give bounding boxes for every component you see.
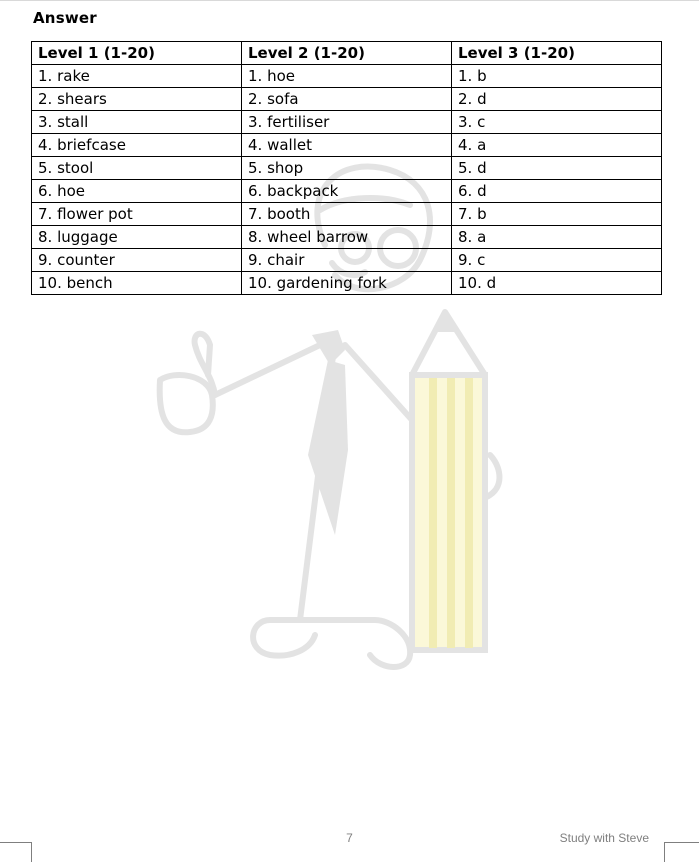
- column-header-level-1: Level 1 (1-20): [32, 42, 242, 65]
- table-cell: 3. stall: [32, 111, 242, 134]
- table-cell: 10. gardening fork: [242, 272, 452, 295]
- table-cell: 10. bench: [32, 272, 242, 295]
- table-cell: 2. sofa: [242, 88, 452, 111]
- table-cell: 9. c: [452, 249, 662, 272]
- table-cell: 8. wheel barrow: [242, 226, 452, 249]
- table-cell: 1. b: [452, 65, 662, 88]
- table-cell: 5. stool: [32, 157, 242, 180]
- table-cell: 4. a: [452, 134, 662, 157]
- table-cell: 3. fertiliser: [242, 111, 452, 134]
- column-header-level-2: Level 2 (1-20): [242, 42, 452, 65]
- answer-heading: Answer: [33, 9, 97, 27]
- table-cell: 7. b: [452, 203, 662, 226]
- table-cell: 9. chair: [242, 249, 452, 272]
- table-row: [32, 134, 662, 157]
- table-row: [32, 180, 662, 203]
- table-row: [32, 111, 662, 134]
- top-page-border: [0, 0, 699, 1]
- table-cell: 6. backpack: [242, 180, 452, 203]
- table-cell: 1. rake: [32, 65, 242, 88]
- table-row: [32, 203, 662, 226]
- table-cell: 7. flower pot: [32, 203, 242, 226]
- page-number: 7: [346, 831, 353, 845]
- table-cell: 9. counter: [32, 249, 242, 272]
- table-row: [32, 226, 662, 249]
- table-row: [32, 88, 662, 111]
- crop-mark-right-horizontal: [664, 842, 699, 843]
- table-cell: 10. d: [452, 272, 662, 295]
- table-cell: 2. shears: [32, 88, 242, 111]
- table-row: [32, 65, 662, 88]
- footer-brand-text: Study with Steve: [559, 831, 649, 845]
- table-header-row: [32, 42, 662, 65]
- table-cell: 7. booth: [242, 203, 452, 226]
- table-cell: 4. wallet: [242, 134, 452, 157]
- crop-mark-right-vertical: [664, 842, 665, 862]
- table-cell: 5. shop: [242, 157, 452, 180]
- table-cell: 2. d: [452, 88, 662, 111]
- table-cell: 8. a: [452, 226, 662, 249]
- crop-mark-left-vertical: [31, 842, 32, 862]
- table-cell: 8. luggage: [32, 226, 242, 249]
- crop-mark-left-horizontal: [0, 842, 31, 843]
- table-cell: 1. hoe: [242, 65, 452, 88]
- column-header-level-3: Level 3 (1-20): [452, 42, 662, 65]
- table-row: [32, 249, 662, 272]
- table-cell: 6. hoe: [32, 180, 242, 203]
- table-row: [32, 157, 662, 180]
- table-cell: 5. d: [452, 157, 662, 180]
- table-cell: 6. d: [452, 180, 662, 203]
- table-cell: 4. briefcase: [32, 134, 242, 157]
- table-row: [32, 272, 662, 295]
- table-cell: 3. c: [452, 111, 662, 134]
- answers-table: [31, 41, 662, 295]
